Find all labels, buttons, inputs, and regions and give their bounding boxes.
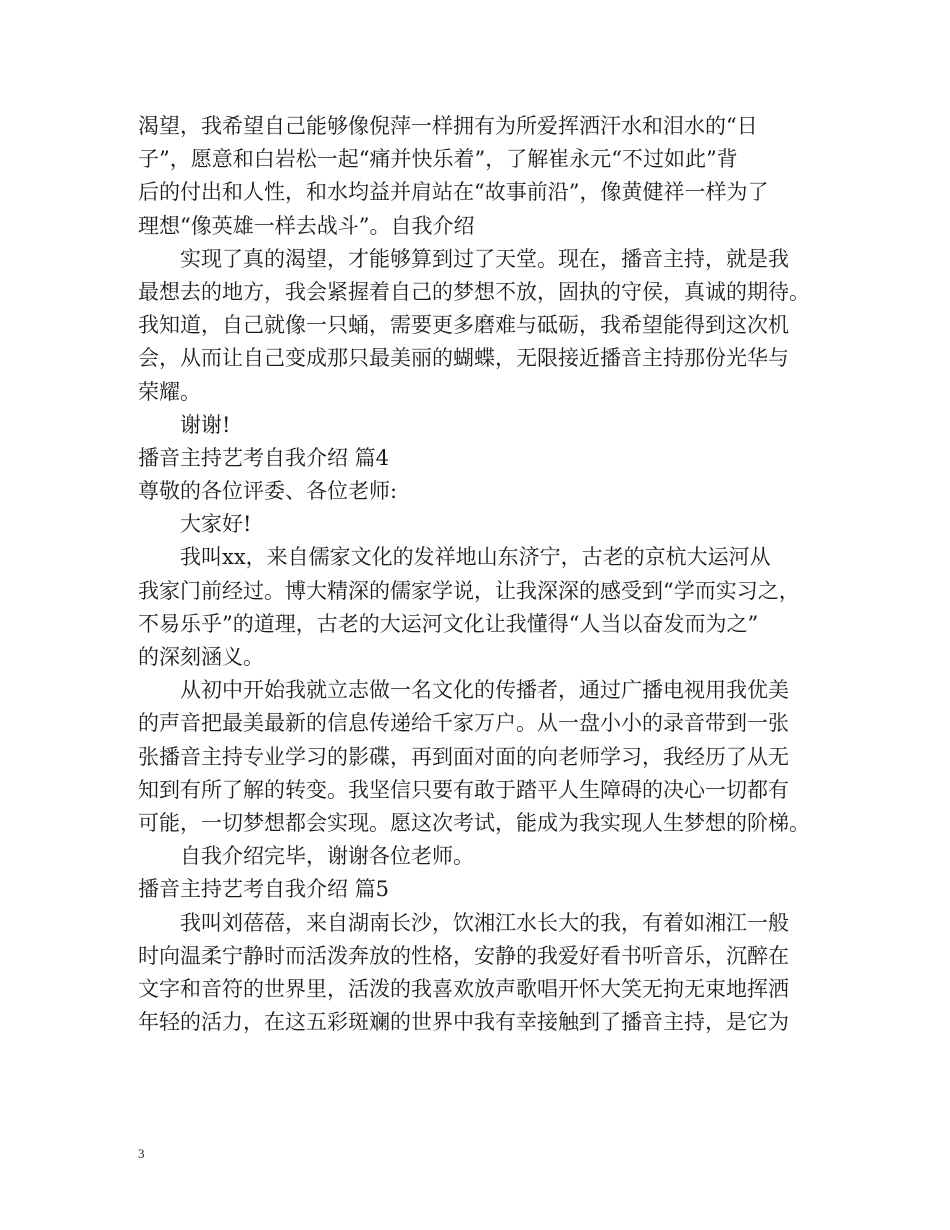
text-line: 我家门前经过。博大精深的儒家学说，让我深深的感受到“学而实习之， xyxy=(138,578,800,603)
text-line: 可能，一切梦想都会实现。愿这次考试，能成为我实现人生梦想的阶梯。 xyxy=(138,810,810,835)
text-line: 的声音把最美最新的信息传递给千家万户。从一盘小小的录音带到一张 xyxy=(138,711,789,736)
text-line: 我叫xx，来自儒家文化的发祥地山东济宁，古老的京杭大运河从 xyxy=(180,545,771,570)
document-body xyxy=(138,110,828,1039)
text-line: 知到有所了解的转变。我坚信只要有敢于踏平人生障碍的决心一切都有 xyxy=(138,777,789,802)
text-line: 尊敬的各位评委、各位老师: xyxy=(138,479,398,504)
text-line: 理想“像英雄一样去战斗”。自我介绍 xyxy=(138,213,475,238)
text-line: 播音主持艺考自我介绍 篇5 xyxy=(138,877,390,902)
text-line: 谢谢! xyxy=(180,412,231,437)
text-line: 自我介绍完毕，谢谢各位老师。 xyxy=(180,844,474,869)
text-line: 最想去的地方，我会紧握着自己的梦想不放，固执的守侯，真诚的期待。 xyxy=(138,279,810,304)
text-line: 后的付出和人性，和水均益并肩站在“故事前沿”，像黄健祥一样为了 xyxy=(138,180,769,205)
text-line: 实现了真的渴望，才能够算到过了天堂。现在，播音主持，就是我 xyxy=(180,246,789,271)
text-line: 大家好! xyxy=(180,512,252,537)
text-line: 荣耀。 xyxy=(138,379,201,404)
text-line: 播音主持艺考自我介绍 篇4 xyxy=(138,445,390,470)
page-number: 3 xyxy=(138,1146,145,1161)
text-line: 从初中开始我就立志做一名文化的传播者，通过广播电视用我优美 xyxy=(180,678,789,703)
text-line: 年轻的活力，在这五彩斑斓的世界中我有幸接触到了播音主持，是它为 xyxy=(138,1010,789,1035)
text-line: 我知道，自己就像一只蛹，需要更多磨难与砥砺，我希望能得到这次机 xyxy=(138,313,789,338)
text-line: 时向温柔宁静时而活泼奔放的性格，安静的我爱好看书听音乐，沉醉在 xyxy=(138,943,789,968)
text-line: 的深刻涵义。 xyxy=(138,645,264,669)
text-line: 不易乐乎”的道理，古老的大运河文化让我懂得“人当以奋发而为之” xyxy=(138,611,759,636)
text-line: 张播音主持专业学习的影碟，再到面对面的向老师学习，我经历了从无 xyxy=(138,744,789,769)
text-line: 会，从而让自己变成那只最美丽的蝴蝶，无限接近播音主持那份光华与 xyxy=(138,346,789,371)
text-line: 我叫刘蓓蓓，来自湖南长沙，饮湘江水长大的我，有着如湘江一般 xyxy=(180,910,789,935)
text-line: 文字和音符的世界里，活泼的我喜欢放声歌唱开怀大笑无拘无束地挥洒 xyxy=(138,976,789,1001)
text-line: 子”，愿意和白岩松一起“痛并快乐着”，了解崔永元“不过如此”背 xyxy=(138,147,738,172)
text-line: 渴望，我希望自己能够像倪萍一样拥有为所爱挥洒汗水和泪水的“日 xyxy=(138,114,758,138)
